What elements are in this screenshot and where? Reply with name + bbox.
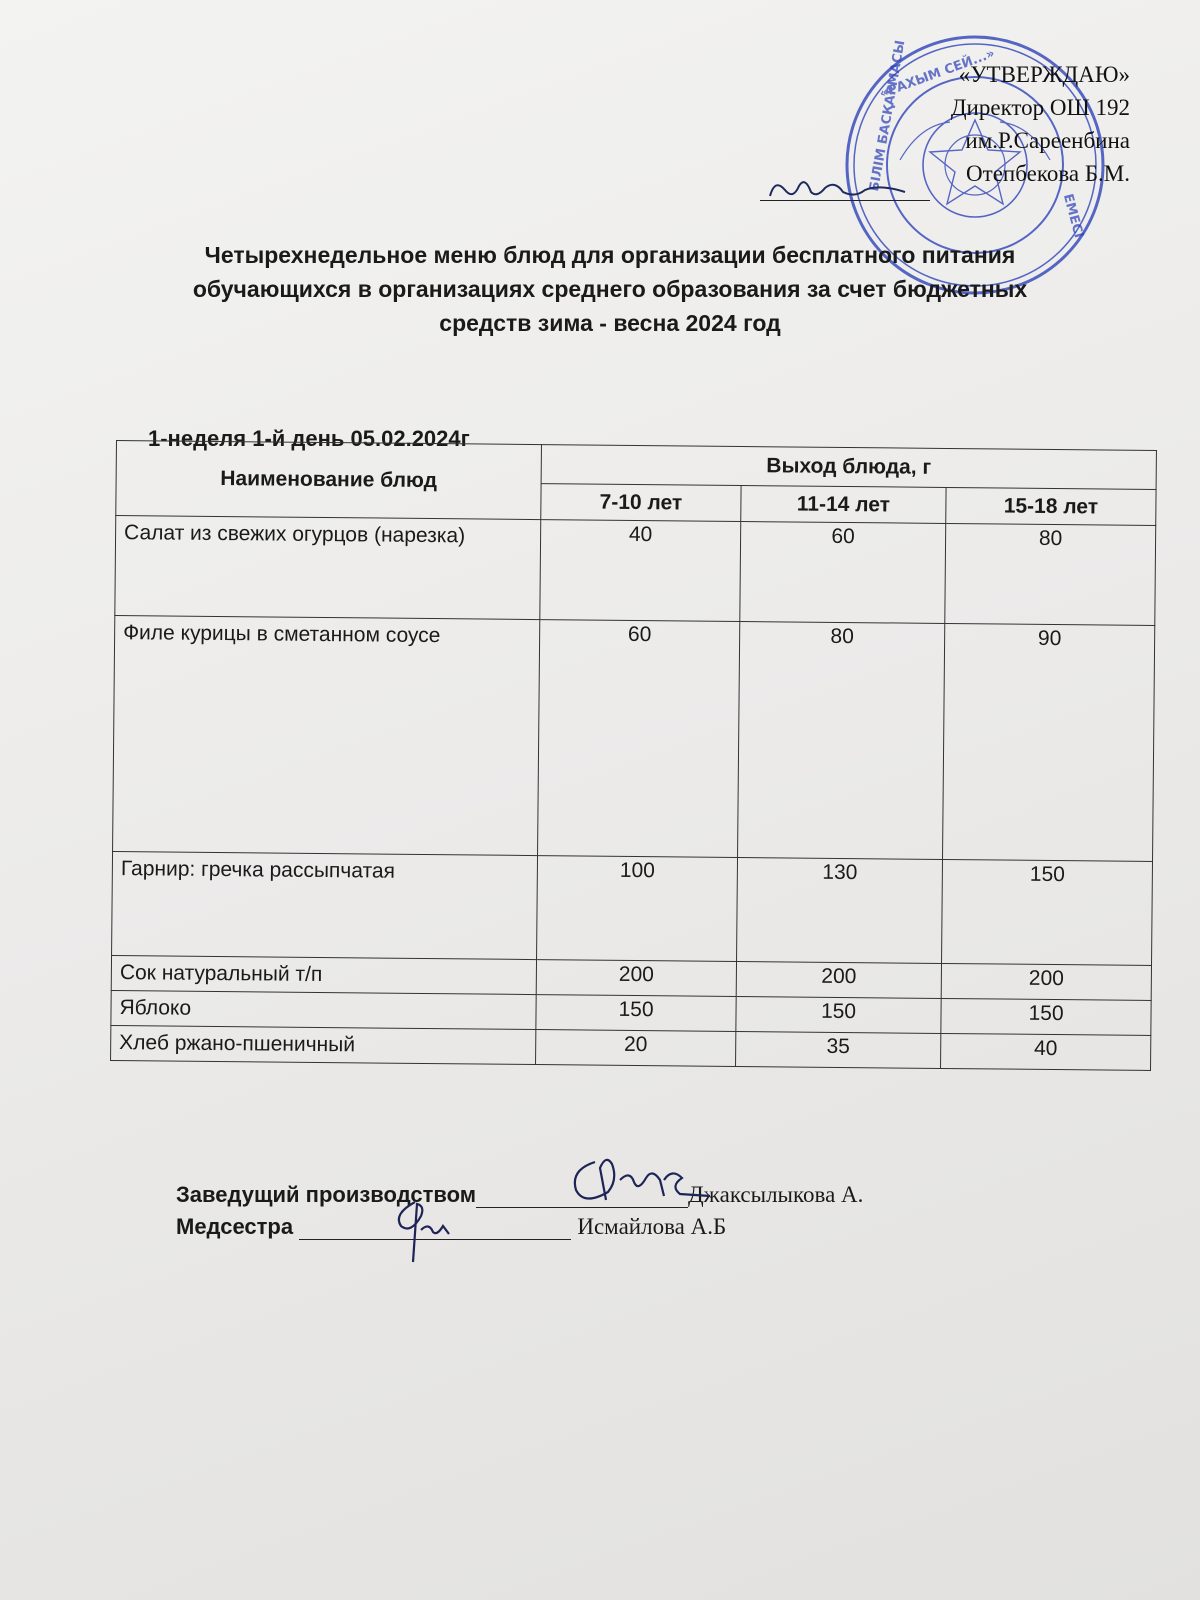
portion-value: 80 — [945, 523, 1156, 625]
age-group-header: 11-14 лет — [741, 486, 946, 524]
portion-value: 130 — [737, 857, 943, 963]
portion-value: 40 — [540, 520, 741, 622]
column-header-dish: Наименование блюд — [116, 441, 542, 520]
manager-label: Заведущий производством — [176, 1182, 477, 1207]
portion-value: 100 — [537, 856, 738, 962]
title-line-3: средств зима - весна 2024 год — [439, 310, 781, 336]
approval-heading: «УТВЕРЖДАЮ» — [958, 62, 1130, 87]
week-day-label: 1-неделя 1-й день 05.02.2024г — [148, 426, 470, 451]
dish-name: Сок натуральный т/п — [111, 955, 536, 994]
dish-name: Филе курицы в сметанном соусе — [113, 615, 540, 855]
portion-value: 200 — [941, 963, 1151, 1000]
age-group-header: 15-18 лет — [946, 487, 1156, 525]
portion-value: 150 — [942, 859, 1153, 965]
document-title — [110, 238, 1110, 340]
manager-signature — [560, 1150, 720, 1212]
dish-name: Гарнир: гречка рассыпчатая — [112, 851, 538, 959]
portion-value: 35 — [736, 1031, 941, 1068]
portion-value: 60 — [740, 522, 946, 624]
dish-name: Хлеб ржано-пшеничный — [111, 1025, 536, 1064]
portion-value: 20 — [536, 1030, 736, 1067]
portion-value: 60 — [538, 620, 740, 858]
portion-value: 200 — [536, 960, 736, 997]
manager-signature-row — [176, 1182, 863, 1208]
svg-text:БІЛІМ БАСҚАРМАСЫ: БІЛІМ БАСҚАРМАСЫ — [867, 39, 909, 193]
approval-director: Отепбекова Б.М. — [966, 161, 1130, 186]
table-header-row — [116, 441, 1156, 490]
director-signature — [765, 168, 915, 208]
svg-text:«РАХЫМ СЕЙ...»: «РАХЫМ СЕЙ...» — [877, 46, 997, 102]
portion-value: 80 — [738, 621, 945, 859]
dish-name: Яблоко — [111, 990, 536, 1029]
nurse-name: Исмайлова А.Б — [577, 1214, 727, 1239]
age-group-header: 7-10 лет — [541, 484, 741, 522]
table-row — [112, 851, 1153, 965]
table-row — [113, 615, 1155, 861]
column-header-output: Выход блюда, г — [541, 445, 1156, 490]
approval-school-name: им.Р.Сареенбина — [965, 128, 1130, 153]
title-line-1: Четырехнедельное меню блюд для организации бесплатного питания — [204, 242, 1016, 268]
portion-value: 150 — [736, 996, 941, 1033]
menu-table — [110, 440, 1157, 1071]
manager-name: Джаксылыкова А. — [688, 1182, 864, 1207]
portion-value: 150 — [941, 998, 1151, 1035]
svg-text:ЕМЕСІ: ЕМЕСІ — [1059, 192, 1086, 240]
nurse-signature — [385, 1196, 475, 1266]
dish-name: Салат из свежих огурцов (нарезка) — [115, 516, 541, 620]
title-line-2: обучающихся в организациях среднего образования за счет бюджетных — [192, 276, 1028, 302]
portion-value: 40 — [941, 1033, 1151, 1070]
nurse-label: Медсестра — [176, 1214, 294, 1239]
portion-value: 200 — [736, 961, 941, 998]
portion-value: 150 — [536, 995, 736, 1032]
portion-value: 90 — [943, 623, 1155, 861]
approval-position: Директор ОШ 192 — [950, 95, 1130, 120]
table-row — [115, 516, 1156, 626]
